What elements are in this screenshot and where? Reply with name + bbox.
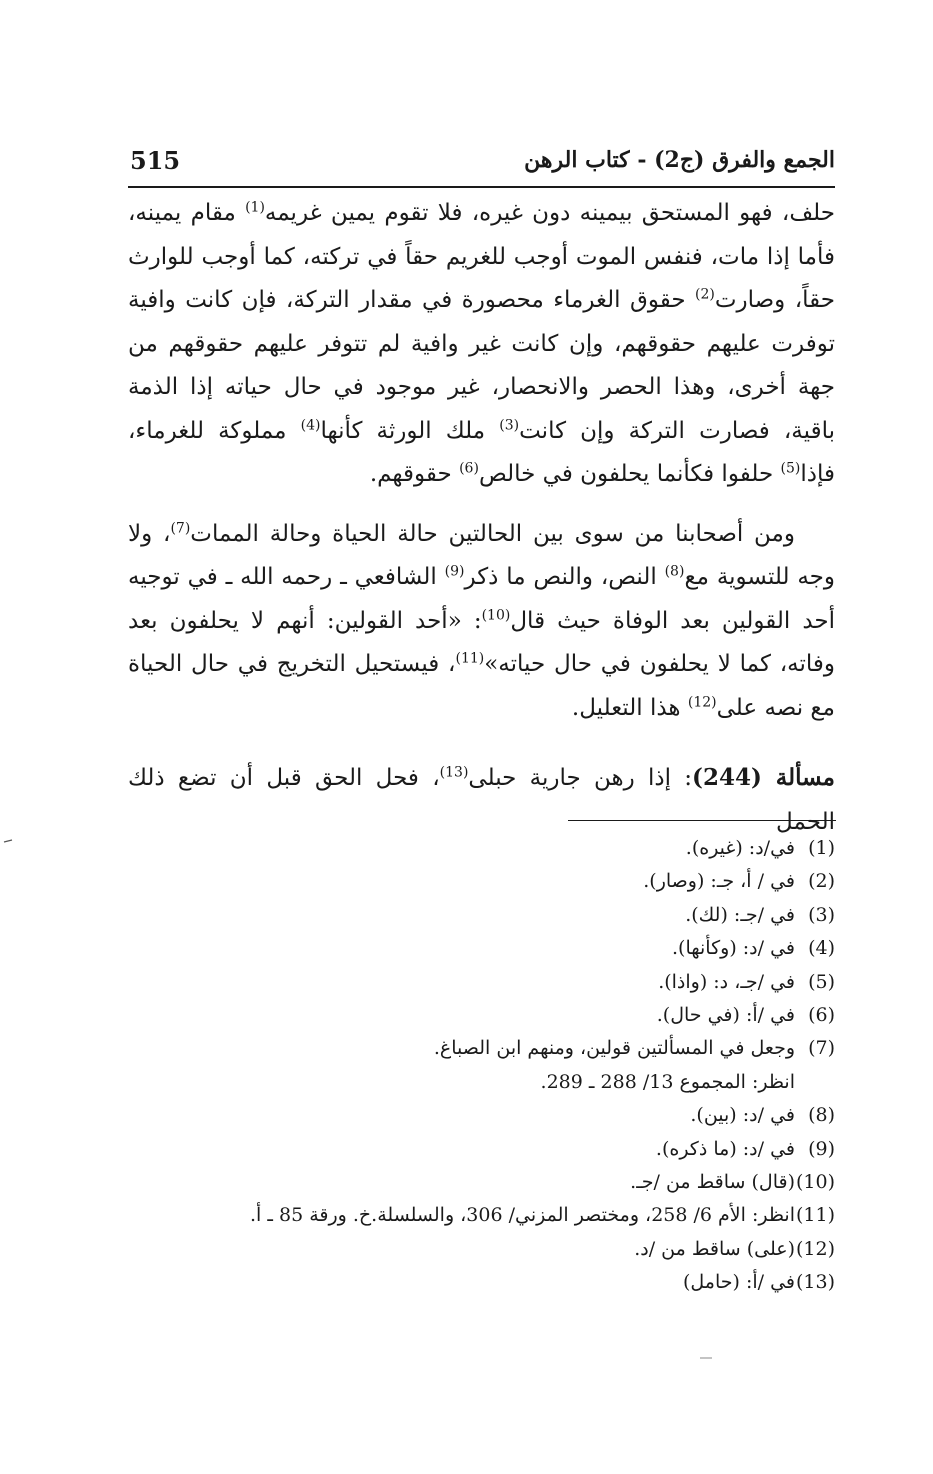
page-number: 515 (130, 145, 181, 175)
text-run: هذا التعليل. (571, 694, 688, 721)
text-run: حلفوا فكأنما يحلفون في خالص (478, 461, 781, 487)
text-run: مقام يمينه، فأما إذا مات، فنفس الموت أوجب للغريم حقاً في تركته، كما أوجب للوارث حقاً، وصارت (128, 200, 835, 313)
footnote-ref[interactable]: (12) (687, 693, 717, 710)
footnote-text: في / أ، جـ: (وصار). (643, 870, 795, 893)
footnote-text: في /د: (وكأنها). (672, 937, 795, 960)
footnote-text: (قال) ساقط من /جـ. (630, 1171, 795, 1194)
text-run: النص، والنص ما ذكر (464, 564, 665, 590)
footnote-ref[interactable]: (10) (481, 606, 511, 623)
text-run: ملك الورثة كأنها (320, 417, 500, 444)
footnote-number: (11) (795, 1204, 835, 1227)
text-run: ومن أصحابنا من سوى بين الحالتين حالة الحياة وحالة الممات (190, 520, 795, 547)
footnote-number: (6) (808, 1004, 835, 1027)
footnote-number: (3) (808, 903, 835, 926)
text-run: : إذا رهن جارية حبلى (468, 765, 693, 791)
footnote-ref[interactable]: (11) (455, 650, 485, 667)
text-run: مملوكة للغرماء، فإذا (128, 417, 835, 487)
running-title: الجمع والفرق (ج2) - كتاب الرهن (524, 147, 835, 173)
footnote-ref[interactable]: (5) (780, 460, 801, 477)
issue-label: مسألة (244) (692, 764, 835, 791)
text-run: ، ولا وجه للتسوية مع (128, 520, 835, 590)
footnote-text: في/د: (غيره). (685, 837, 795, 859)
footnote-text: في /د: (ما ذكره). (655, 1137, 795, 1160)
footnote-text: في /أ: (حامل) (682, 1271, 795, 1294)
footnote-text: في /جـ، د: (واذا). (658, 970, 795, 993)
footnote-ref[interactable]: (9) (444, 563, 465, 580)
footnote-ref[interactable]: (13) (439, 764, 469, 781)
footnote-ref[interactable]: (3) (499, 416, 520, 433)
footnote-number: (5) (808, 970, 835, 993)
footnote-ref[interactable]: (6) (459, 460, 479, 477)
footnote-ref[interactable]: (8) (664, 563, 685, 580)
footnote-number: (1) (808, 837, 835, 859)
footnote-text: في /أ: (في حال). (656, 1004, 795, 1027)
footnote-text: انظر: الأم 6/ 258، ومختصر المزني/ 306، والسلسلة.خ. ورقة 85 ـ أ. (250, 1204, 795, 1227)
footnote-number: (2) (808, 870, 835, 893)
text-run: حقوق الغرماء محصورة في مقدار التركة، فإن كانت وافية توفرت عليهم حقوقهم، وإن كانت غير وافية لم تتوفر عليهم حقوقهم من جهة أخرى، وهذا الحصر والانحصار، غير موجود في حال حياته إذا الذمة باقية، فصارت التركة وإن كانت (128, 287, 835, 444)
footnote-text: في /جـ: (لك). (685, 903, 795, 926)
footnote-ref[interactable]: (4) (300, 416, 321, 433)
footnote-text: في /د: (بين). (690, 1104, 795, 1127)
footnote-number: (9) (808, 1137, 835, 1160)
text-run: ، فيستحيل التخريج في حال الحياة مع نصه على (128, 651, 835, 721)
text-run: الشافعي ـ رحمه الله ـ في توجيه أحد القولين بعد الوفاة حيث قال (128, 564, 835, 634)
scan-speck (4, 840, 12, 842)
footnote-number: (13) (795, 1271, 835, 1294)
text-run: ، فحل الحق قبل أن تضع ذلك الحمل (128, 765, 835, 835)
text-run: حقوقهم. (369, 461, 460, 487)
text-run: حلف، فهو المستحق بيمينه دون غيره، فلا تقوم يمين غريمه (264, 200, 835, 226)
footnote-number: (4) (808, 937, 835, 960)
footnote-number: (10) (795, 1171, 835, 1194)
footnote-number: (7) (808, 1037, 835, 1060)
footnote-text: (على) ساقط من /د. (634, 1237, 795, 1260)
footnote-continuation: انظر: المجموع 13/ 288 ـ 289. (540, 1070, 795, 1093)
footnote-ref[interactable]: (1) (245, 199, 265, 216)
text-run: : «أحد القولين: أنهم لا يحلفون بعد وفاته، كما لا يحلفون في حال حياته» (128, 607, 835, 677)
footnote-ref[interactable]: (2) (695, 286, 715, 303)
footnote-text: وجعل في المسألتين قولين، ومنهم ابن الصباغ. (433, 1037, 795, 1060)
footnote-number: (8) (808, 1104, 835, 1127)
footnote-number: (12) (795, 1237, 835, 1260)
footnote-ref[interactable]: (7) (170, 519, 191, 536)
